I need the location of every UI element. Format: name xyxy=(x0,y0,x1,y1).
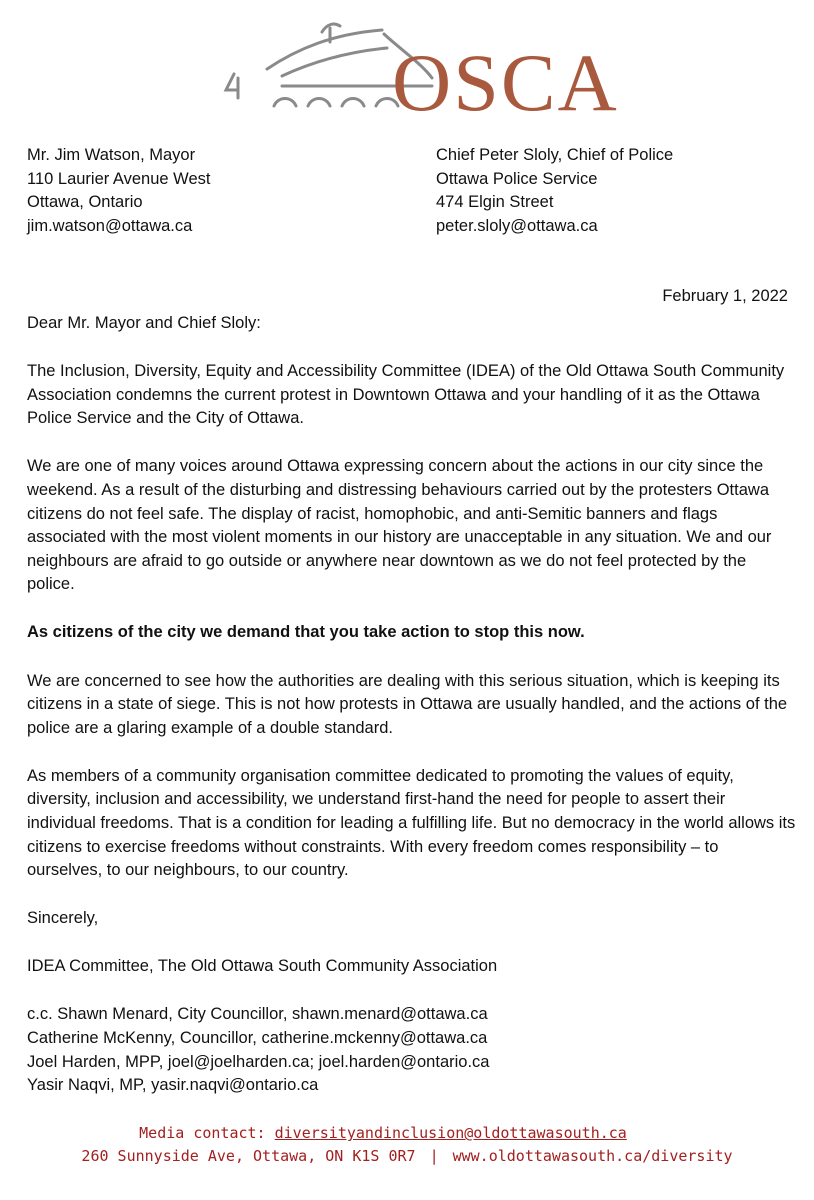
cc-item: Catherine McKenny, Councillor, catherine.mckenny@ottawa.ca xyxy=(27,1029,488,1048)
letter-body xyxy=(27,312,797,1098)
cc-list xyxy=(27,1003,797,1097)
recipient-police-address xyxy=(436,144,673,238)
demand-statement: As citizens of the city we demand that you take action to stop this now. xyxy=(27,623,585,642)
address-line: Mr. Jim Watson, Mayor xyxy=(27,146,196,164)
paragraph: We are one of many voices around Ottawa expressing concern about the actions in our city since the weekend. As a result of the disturbing and distressing behaviours carried out by the protesters Ottawa citizens do not feel safe. The display of racist, homophobic, and anti-Semitic banners and flags associated with the most violent moments in our history are unacceptable in any situation. We and our neighbours are afraid to go outside or anywhere near downtown as we do not feel protected by the police. xyxy=(27,457,772,594)
cc-item: Yasir Naqvi, MP, yasir.naqvi@ontario.ca xyxy=(27,1076,319,1095)
address-line: Ottawa, Ontario xyxy=(27,193,143,211)
address-email: peter.sloly@ottawa.ca xyxy=(436,216,598,235)
closing: Sincerely, xyxy=(27,909,99,928)
salutation: Dear Mr. Mayor and Chief Sloly: xyxy=(27,314,261,332)
address-line: Chief Peter Sloly, Chief of Police xyxy=(436,146,674,164)
footer-address-line xyxy=(0,1147,814,1165)
footer-separator: | xyxy=(429,1147,439,1165)
address-line: 110 Laurier Avenue West xyxy=(27,169,211,188)
address-line: Ottawa Police Service xyxy=(436,169,598,188)
footer-media-contact xyxy=(0,1124,814,1142)
signature: IDEA Committee, The Old Ottawa South Community Association xyxy=(27,957,498,976)
paragraph: The Inclusion, Diversity, Equity and Accessibility Committee (IDEA) of the Old Ottawa South Community Association condemns the current protest in Downtown Ottawa and your handling of it as the Ottawa Police Service and the City of Ottawa. xyxy=(27,362,785,428)
address-email: jim.watson@ottawa.ca xyxy=(27,216,193,235)
media-email-link[interactable]: diversityandinclusion@oldottawasouth.ca xyxy=(274,1124,627,1142)
letter-date: February 1, 2022 xyxy=(662,287,788,305)
paragraph: We are concerned to see how the authorities are dealing with this serious situation, which is keeping its citizens in a state of siege. This is not how protests in Ottawa are usually handled, and the actions of the police are a glaring example of a double standard. xyxy=(27,671,788,737)
paragraph: As members of a community organisation committee dedicated to promoting the values of equity, diversity, inclusion and accessibility, we understand first-hand the need for people to assert their individual freedoms. That is a condition for leading a fulfilling life. But no democracy in the world allows its citizens to exercise freedoms without constraints. With every freedom comes responsibility – to ourselves, to our neighbours, to our country. xyxy=(27,766,796,880)
footer-address: 260 Sunnyside Ave, Ottawa, ON K1S 0R7 xyxy=(81,1147,416,1165)
cc-item: Joel Harden, MPP, joel@joelharden.ca; joel.harden@ontario.ca xyxy=(27,1052,490,1071)
website-link[interactable]: www.oldottawasouth.ca/diversity xyxy=(452,1147,733,1165)
recipient-mayor-address xyxy=(27,144,210,238)
media-contact-label: Media contact: xyxy=(139,1124,266,1142)
address-line: 474 Elgin Street xyxy=(436,193,554,211)
logo-wordmark: OSCA xyxy=(392,37,619,128)
osca-logo xyxy=(222,14,619,128)
cc-item: c.c. Shawn Menard, City Councillor, shawn.menard@ottawa.ca xyxy=(27,1005,488,1024)
